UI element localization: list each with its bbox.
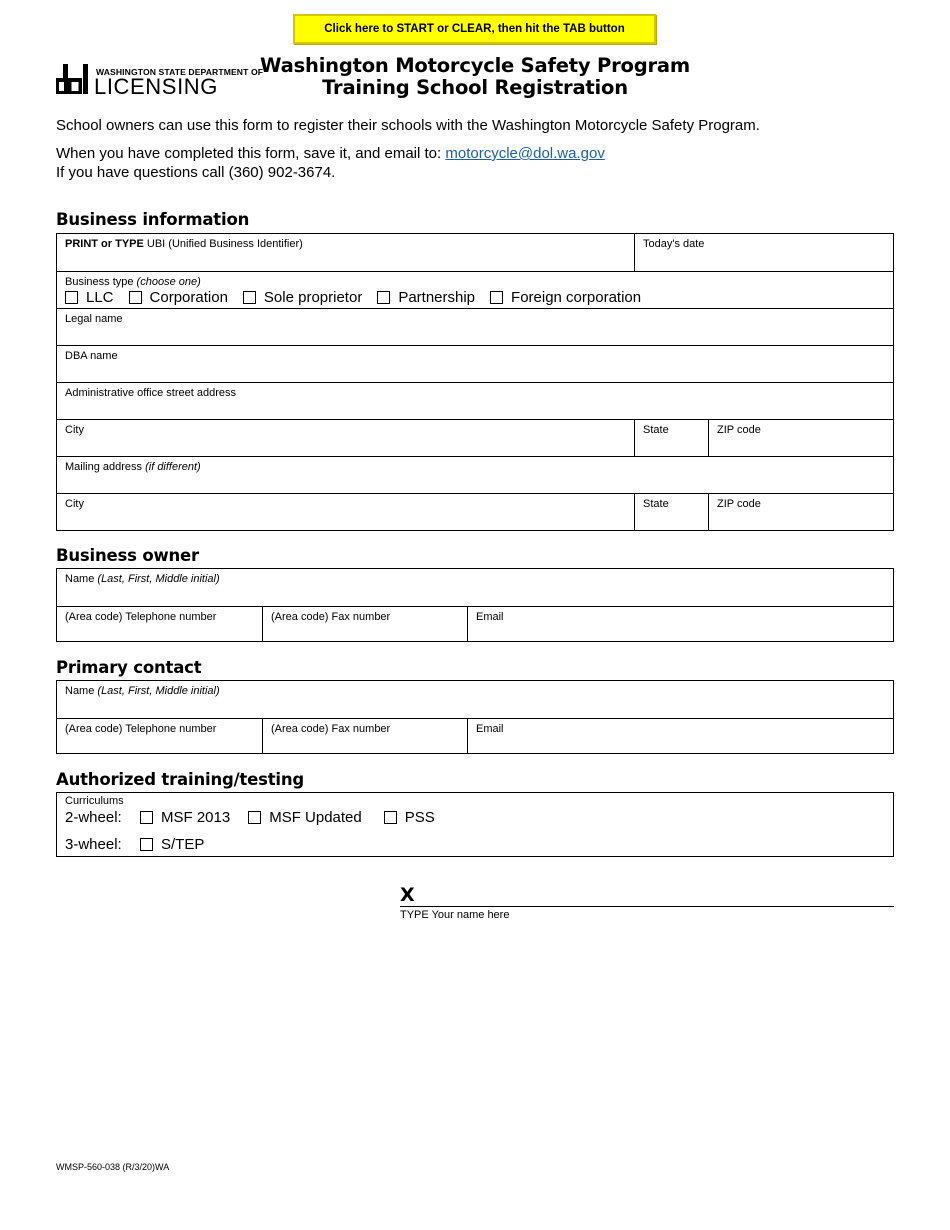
contact-email-field[interactable]: Email — [467, 719, 893, 754]
three-wheel-label: 3-wheel: — [65, 836, 122, 853]
sole-proprietor-label: Sole proprietor — [263, 289, 363, 306]
admin-city-row — [57, 419, 893, 456]
signature-caption: TYPE Your name here — [400, 909, 510, 921]
step-checkbox[interactable] — [140, 838, 153, 851]
pss-label: PSS — [404, 809, 435, 826]
owner-email-field[interactable]: Email — [467, 607, 893, 642]
msf-2013-label: MSF 2013 — [161, 809, 231, 826]
page-subtitle: Training School Registration — [322, 76, 628, 99]
curriculums-label: Curriculums — [65, 795, 124, 807]
step-label: S/TEP — [161, 836, 205, 853]
llc-checkbox[interactable] — [65, 291, 78, 304]
owner-contact-row — [57, 606, 893, 642]
business-info-box — [56, 233, 894, 531]
todays-date-field[interactable]: Today's date — [634, 234, 893, 271]
dol-logo-icon — [56, 62, 90, 96]
three-wheel-options — [65, 836, 219, 853]
mailing-city-field[interactable]: City — [65, 498, 84, 510]
msf-updated-checkbox[interactable] — [248, 811, 261, 824]
owner-phone-field[interactable]: (Area code) Telephone number — [65, 611, 217, 623]
business-type-options — [65, 289, 656, 306]
primary-contact-box — [56, 680, 894, 754]
start-clear-button[interactable]: Click here to START or CLEAR, then hit the TAB button — [293, 14, 656, 44]
owner-fax-field[interactable]: (Area code) Fax number — [262, 607, 467, 642]
ubi-row — [57, 234, 893, 271]
sole-proprietor-checkbox[interactable] — [243, 291, 256, 304]
intro-email-line — [56, 145, 605, 162]
intro-phone-line: If you have questions call (360) 902-3674. — [56, 164, 336, 181]
two-wheel-options — [65, 809, 450, 826]
admin-city-field[interactable]: City — [65, 424, 84, 436]
corporation-label: Corporation — [149, 289, 228, 306]
dba-name-field[interactable]: DBA name — [57, 345, 893, 382]
corporation-checkbox[interactable] — [129, 291, 142, 304]
contact-phone-field[interactable]: (Area code) Telephone number — [65, 723, 217, 735]
two-wheel-label: 2-wheel: — [65, 809, 122, 826]
partnership-checkbox[interactable] — [377, 291, 390, 304]
primary-contact-heading: Primary contact — [56, 658, 202, 677]
contact-contact-row — [57, 718, 893, 754]
admin-zip-field[interactable]: ZIP code — [708, 420, 893, 456]
foreign-corporation-label: Foreign corporation — [511, 289, 642, 306]
training-box — [56, 792, 894, 857]
intro-email-prefix: When you have completed this form, save it, and email to: — [56, 145, 446, 162]
intro-paragraph: School owners can use this form to register their schools with the Washington Motorcycle Safety Program. — [56, 117, 760, 134]
logo-licensing-text: LICENSING — [94, 74, 218, 99]
owner-name-field[interactable]: Name (Last, First, Middle initial) — [65, 573, 220, 585]
business-type-label: Business type (choose one) — [65, 276, 201, 288]
msf-2013-checkbox[interactable] — [140, 811, 153, 824]
signature-line — [400, 906, 894, 907]
partnership-label: Partnership — [398, 289, 476, 306]
legal-name-field[interactable]: Legal name — [57, 308, 893, 345]
email-link[interactable]: motorcycle@dol.wa.gov — [445, 145, 605, 162]
contact-name-field[interactable]: Name (Last, First, Middle initial) — [65, 685, 220, 697]
ubi-field[interactable]: PRINT or TYPE UBI (Unified Business Identifier) — [65, 238, 303, 250]
admin-state-field[interactable]: State — [634, 420, 708, 456]
form-number: WMSP-560-038 (R/3/20)WA — [56, 1162, 170, 1172]
page-title: Washington Motorcycle Safety Program — [260, 54, 690, 77]
dol-logo — [56, 62, 264, 99]
business-owner-box — [56, 568, 894, 642]
business-owner-heading: Business owner — [56, 546, 199, 565]
mailing-state-field[interactable]: State — [634, 494, 708, 530]
mailing-zip-field[interactable]: ZIP code — [708, 494, 893, 530]
training-heading: Authorized training/testing — [56, 770, 305, 789]
llc-label: LLC — [86, 289, 114, 306]
logo-agency-text: WASHINGTON STATE DEPARTMENT OF — [96, 67, 264, 77]
msf-updated-label: MSF Updated — [269, 809, 362, 826]
business-info-heading: Business information — [56, 210, 250, 229]
contact-fax-field[interactable]: (Area code) Fax number — [262, 719, 467, 754]
mailing-address-field[interactable]: Mailing address (if different) — [57, 456, 893, 493]
signature-name-field[interactable] — [420, 884, 894, 906]
foreign-corporation-checkbox[interactable] — [490, 291, 503, 304]
admin-address-field[interactable]: Administrative office street address — [57, 382, 893, 419]
mailing-city-row — [57, 493, 893, 530]
pss-checkbox[interactable] — [384, 811, 397, 824]
signature-x-mark: X — [400, 884, 415, 906]
business-type-row — [57, 271, 893, 308]
